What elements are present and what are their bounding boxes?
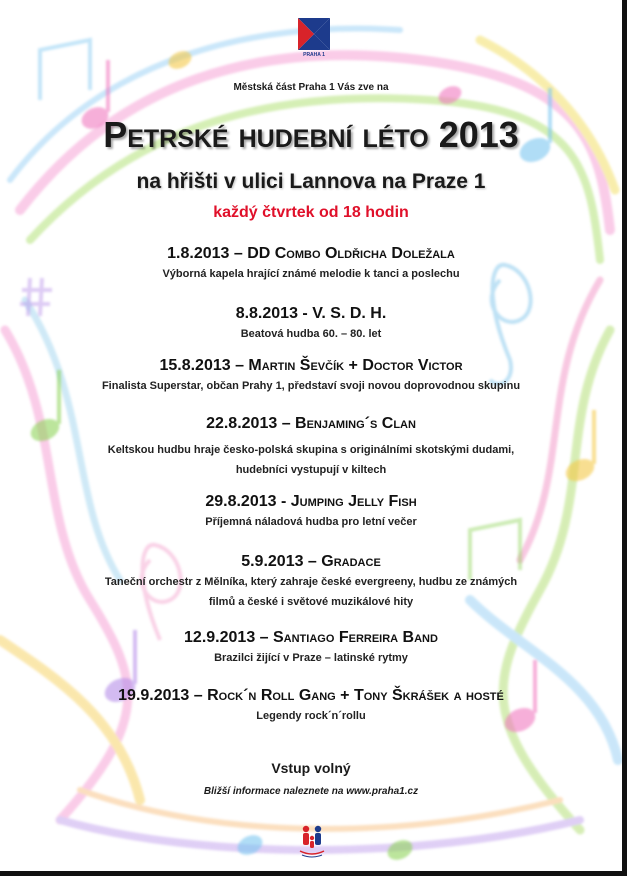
- event-item-7: [0, 628, 622, 668]
- event-item-1: [0, 244, 622, 284]
- event-item-4: [0, 414, 622, 480]
- event-title: 22.8.2013 – Benjaming´s Clan: [206, 415, 416, 432]
- event-desc: Výborná kapela hrající známé melodie k tanci a poslechu: [162, 268, 460, 280]
- event-title: 8.8.2013 - V. S. D. H.: [235, 305, 387, 322]
- event-item-8: [0, 686, 622, 726]
- event-item-3: [0, 356, 622, 396]
- event-desc: Příjemná náladová hudba pro letní večer: [205, 516, 417, 528]
- event-title: 29.8.2013 - Jumping Jelly Fish: [205, 493, 417, 510]
- invitation-text: Městská část Praha 1 Vás zve na: [233, 82, 389, 93]
- event-title: 15.8.2013 – Martin Ševčík + Doctor Victor: [159, 357, 463, 374]
- more-info-text: Bližší informace naleznete na www.praha1.cz: [203, 786, 419, 797]
- event-title: 19.9.2013 – Rock´n Roll Gang + Tony Škrášek a hosté: [118, 687, 504, 704]
- event-title: 12.9.2013 – Santiago Ferreira Band: [184, 629, 438, 646]
- logo-text: PRAHA 1: [303, 52, 325, 58]
- event-desc: Brazilci žijící v Praze – latinské rytmy: [214, 652, 408, 664]
- venue-subtitle: na hřišti v ulici Lannova na Praze 1: [136, 170, 486, 193]
- event-desc-line2: filmů a české i světové muzikálové hity: [208, 596, 414, 608]
- event-desc: Beatová hudba 60. – 80. let: [240, 328, 382, 340]
- free-entry-text: Vstup volný: [271, 760, 351, 776]
- event-desc: Legendy rock´n´rollu: [256, 710, 366, 722]
- event-desc-line2: hudebníci vystupují v kiltech: [235, 464, 387, 476]
- event-title: 5.9.2013 – Gradace: [241, 553, 381, 570]
- event-desc: Keltskou hudbu hraje česko-polská skupina s originálními skotskými dudami,: [107, 444, 515, 456]
- event-item-2: [0, 304, 622, 344]
- page-title: Petrské hudební léto 2013: [103, 114, 519, 155]
- event-title: 1.8.2013 – DD Combo Oldřicha Doležala: [167, 245, 455, 262]
- event-desc: Finalista Superstar, občan Prahy 1, představí svoji novou doprovodnou skupinu: [101, 380, 521, 392]
- event-desc: Taneční orchestr z Mělníka, který zahraje české evergreeny, hudbu ze známých: [104, 576, 518, 588]
- family-logo-icon: [296, 824, 328, 860]
- schedule-time: každý čtvrtek od 18 hodin: [213, 204, 409, 221]
- praha1-logo-icon: [296, 16, 332, 58]
- event-item-6: [0, 552, 622, 612]
- event-item-5: [0, 492, 622, 532]
